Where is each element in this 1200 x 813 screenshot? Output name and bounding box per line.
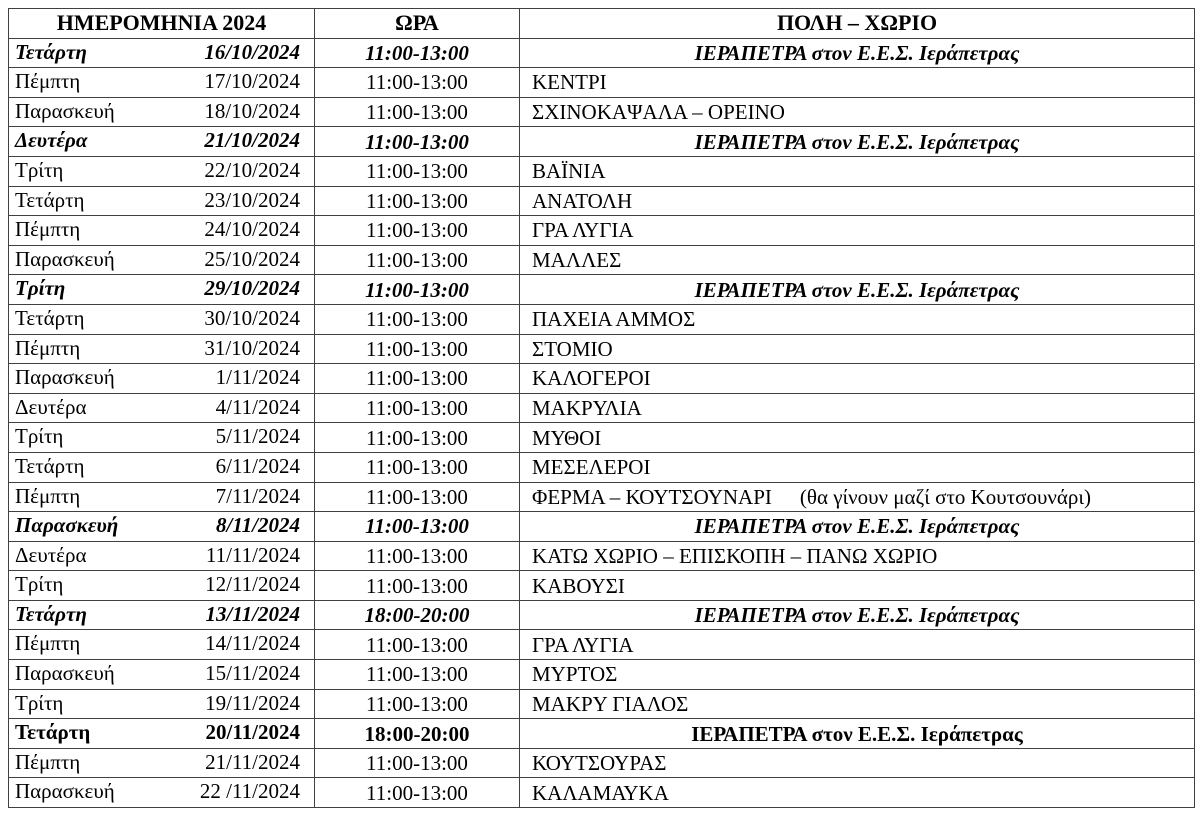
- weekday: Πέμπτη: [15, 69, 81, 94]
- table-row: [9, 689, 1195, 719]
- table-row: [9, 127, 1195, 157]
- weekday: Παρασκευή: [15, 661, 115, 686]
- place-cell: [520, 482, 1195, 512]
- time-cell: 11:00-13:00: [315, 38, 520, 68]
- place-cell: [520, 156, 1195, 186]
- weekday: Τετάρτη: [15, 601, 87, 626]
- time-cell: 11:00-13:00: [315, 630, 520, 660]
- weekday: Παρασκευή: [15, 513, 119, 538]
- time-cell: 11:00-13:00: [315, 571, 520, 601]
- weekday: Δευτέρα: [15, 128, 88, 153]
- weekday: Παρασκευή: [15, 246, 115, 271]
- time-cell: 11:00-13:00: [315, 364, 520, 394]
- date-value: 21/11/2024: [205, 749, 300, 774]
- weekday: Τρίτη: [15, 572, 64, 597]
- time-cell: 11:00-13:00: [315, 68, 520, 98]
- date-cell: [9, 127, 315, 157]
- weekday: Παρασκευή: [15, 98, 115, 123]
- place-name: ΚΑΒΟΥΣΙ: [532, 573, 625, 598]
- date-cell: [9, 660, 315, 690]
- place-name: ΙΕΡΑΠΕΤΡΑ στον Ε.Ε.Σ. Ιεράπετρας: [694, 603, 1020, 628]
- weekday: Τετάρτη: [15, 39, 87, 64]
- time-cell: 11:00-13:00: [315, 216, 520, 246]
- place-cell: [520, 423, 1195, 453]
- date-value: 17/10/2024: [204, 69, 300, 94]
- table-row: [9, 719, 1195, 749]
- date-value: 11/11/2024: [205, 542, 300, 567]
- date-value: 22 /11/2024: [199, 779, 300, 804]
- table-row: [9, 541, 1195, 571]
- time-cell: 11:00-13:00: [315, 304, 520, 334]
- time-cell: 11:00-13:00: [315, 512, 520, 542]
- date-cell: [9, 423, 315, 453]
- place-name: ΙΕΡΑΠΕΤΡΑ στον Ε.Ε.Σ. Ιεράπετρας: [694, 129, 1020, 154]
- date-value: 14/11/2024: [205, 631, 300, 656]
- table-row: [9, 275, 1195, 305]
- header-row: [9, 9, 1195, 39]
- date-value: 6/11/2024: [215, 453, 300, 478]
- table-row: [9, 778, 1195, 808]
- date-value: 16/10/2024: [204, 39, 300, 64]
- place-cell: [520, 216, 1195, 246]
- date-cell: [9, 541, 315, 571]
- weekday: Παρασκευή: [15, 779, 115, 804]
- date-cell: [9, 600, 315, 630]
- place-cell: [520, 512, 1195, 542]
- weekday: Τρίτη: [15, 276, 66, 301]
- weekday: Πέμπτη: [15, 483, 81, 508]
- time-cell: 11:00-13:00: [315, 778, 520, 808]
- place-name: ΜΑΚΡΥΛΙΑ: [532, 396, 642, 421]
- date-value: 8/11/2024: [215, 513, 300, 538]
- date-value: 15/11/2024: [205, 661, 300, 686]
- header-date: ΗΜΕΡΟΜΗΝΙΑ 2024: [9, 9, 315, 39]
- table-row: [9, 68, 1195, 98]
- weekday: Τετάρτη: [15, 187, 85, 212]
- time-cell: 18:00-20:00: [315, 600, 520, 630]
- time-cell: 11:00-13:00: [315, 245, 520, 275]
- time-cell: 11:00-13:00: [315, 275, 520, 305]
- date-value: 13/11/2024: [205, 601, 300, 626]
- table-row: [9, 216, 1195, 246]
- place-cell: [520, 600, 1195, 630]
- date-value: 30/10/2024: [204, 305, 300, 330]
- weekday: Τρίτη: [15, 424, 64, 449]
- schedule-body: [9, 38, 1195, 807]
- date-cell: [9, 630, 315, 660]
- place-name: ΓΡΑ ΛΥΓΙΑ: [532, 218, 634, 243]
- date-cell: [9, 275, 315, 305]
- place-cell: [520, 689, 1195, 719]
- place-name: ΚΑΛΟΓΕΡΟΙ: [532, 366, 651, 391]
- place-cell: [520, 186, 1195, 216]
- schedule-table: [8, 8, 1195, 808]
- place-cell: [520, 393, 1195, 423]
- table-row: [9, 245, 1195, 275]
- place-cell: [520, 660, 1195, 690]
- date-value: 24/10/2024: [204, 217, 300, 242]
- date-cell: [9, 719, 315, 749]
- header-place: ΠΟΛΗ – ΧΩΡΙΟ: [520, 9, 1195, 39]
- place-name: ΜΕΣΕΛΕΡΟΙ: [532, 455, 651, 480]
- table-row: [9, 512, 1195, 542]
- place-note: (θα γίνουν μαζί στο Κουτσουνάρι): [799, 484, 1091, 509]
- date-cell: [9, 245, 315, 275]
- weekday: Τετάρτη: [15, 453, 85, 478]
- time-cell: 11:00-13:00: [315, 541, 520, 571]
- weekday: Πέμπτη: [15, 217, 81, 242]
- date-value: 21/10/2024: [204, 128, 300, 153]
- place-name: ΣΤΟΜΙΟ: [532, 336, 613, 361]
- date-value: 29/10/2024: [204, 276, 300, 301]
- weekday: Πέμπτη: [15, 631, 81, 656]
- place-cell: [520, 334, 1195, 364]
- time-cell: 18:00-20:00: [315, 719, 520, 749]
- date-value: 20/11/2024: [205, 720, 300, 745]
- place-cell: [520, 452, 1195, 482]
- weekday: Δευτέρα: [15, 394, 87, 419]
- place-name: ΣΧΙΝΟΚΑΨΑΛΑ – ΟΡΕΙΝΟ: [532, 100, 785, 125]
- date-cell: [9, 393, 315, 423]
- time-cell: 11:00-13:00: [315, 423, 520, 453]
- time-cell: 11:00-13:00: [315, 186, 520, 216]
- table-row: [9, 452, 1195, 482]
- date-value: 25/10/2024: [204, 246, 300, 271]
- place-name: ΑΝΑΤΟΛΗ: [532, 188, 633, 213]
- date-value: 22/10/2024: [204, 157, 300, 182]
- date-cell: [9, 778, 315, 808]
- date-cell: [9, 97, 315, 127]
- date-cell: [9, 689, 315, 719]
- date-cell: [9, 364, 315, 394]
- place-name: ΙΕΡΑΠΕΤΡΑ στον Ε.Ε.Σ. Ιεράπετρας: [694, 514, 1020, 539]
- weekday: Πέμπτη: [15, 335, 81, 360]
- date-cell: [9, 156, 315, 186]
- place-name: ΙΕΡΑΠΕΤΡΑ στον Ε.Ε.Σ. Ιεράπετρας: [691, 721, 1023, 746]
- date-value: 1/11/2024: [215, 365, 300, 390]
- date-cell: [9, 452, 315, 482]
- place-cell: [520, 719, 1195, 749]
- time-cell: 11:00-13:00: [315, 97, 520, 127]
- place-cell: [520, 38, 1195, 68]
- table-row: [9, 630, 1195, 660]
- place-name: ΚΕΝΤΡΙ: [532, 70, 607, 95]
- place-name: ΚΟΥΤΣΟΥΡΑΣ: [532, 751, 667, 776]
- place-cell: [520, 97, 1195, 127]
- table-row: [9, 364, 1195, 394]
- weekday: Παρασκευή: [15, 365, 115, 390]
- place-cell: [520, 127, 1195, 157]
- place-cell: [520, 748, 1195, 778]
- place-cell: [520, 541, 1195, 571]
- time-cell: 11:00-13:00: [315, 689, 520, 719]
- date-value: 19/11/2024: [205, 690, 300, 715]
- place-name: ΚΑΤΩ ΧΩΡΙΟ – ΕΠΙΣΚΟΠΗ – ΠΑΝΩ ΧΩΡΙΟ: [532, 543, 938, 568]
- place-name: ΙΕΡΑΠΕΤΡΑ στον Ε.Ε.Σ. Ιεράπετρας: [694, 277, 1020, 302]
- place-name: ΜΥΡΤΟΣ: [532, 662, 618, 687]
- weekday: Τετάρτη: [15, 305, 85, 330]
- place-name: ΚΑΛΑΜΑΥΚΑ: [532, 780, 669, 805]
- date-value: 23/10/2024: [204, 187, 300, 212]
- table-row: [9, 186, 1195, 216]
- place-name: ΙΕΡΑΠΕΤΡΑ στον Ε.Ε.Σ. Ιεράπετρας: [694, 40, 1020, 65]
- weekday: Δευτέρα: [15, 542, 87, 567]
- place-cell: [520, 630, 1195, 660]
- place-cell: [520, 275, 1195, 305]
- date-cell: [9, 304, 315, 334]
- place-cell: [520, 68, 1195, 98]
- place-cell: [520, 778, 1195, 808]
- date-cell: [9, 512, 315, 542]
- date-value: 18/10/2024: [204, 98, 300, 123]
- time-cell: 11:00-13:00: [315, 334, 520, 364]
- date-cell: [9, 482, 315, 512]
- place-name: ΓΡΑ ΛΥΓΙΑ: [532, 632, 634, 657]
- place-name: ΠΑΧΕΙΑ ΑΜΜΟΣ: [532, 307, 696, 332]
- weekday: Τετάρτη: [15, 720, 91, 745]
- date-value: 4/11/2024: [215, 394, 300, 419]
- table-row: [9, 423, 1195, 453]
- date-cell: [9, 68, 315, 98]
- time-cell: 11:00-13:00: [315, 127, 520, 157]
- table-row: [9, 571, 1195, 601]
- time-cell: 11:00-13:00: [315, 660, 520, 690]
- table-row: [9, 156, 1195, 186]
- table-row: [9, 334, 1195, 364]
- date-cell: [9, 334, 315, 364]
- date-value: 12/11/2024: [205, 572, 300, 597]
- place-cell: [520, 364, 1195, 394]
- date-value: 7/11/2024: [215, 483, 300, 508]
- place-cell: [520, 245, 1195, 275]
- date-value: 31/10/2024: [204, 335, 300, 360]
- date-cell: [9, 216, 315, 246]
- place-name: ΜΑΛΛΕΣ: [532, 248, 622, 273]
- date-value: 5/11/2024: [215, 424, 300, 449]
- table-row: [9, 97, 1195, 127]
- time-cell: 11:00-13:00: [315, 393, 520, 423]
- place-cell: [520, 304, 1195, 334]
- table-row: [9, 393, 1195, 423]
- date-cell: [9, 186, 315, 216]
- table-row: [9, 482, 1195, 512]
- table-row: [9, 304, 1195, 334]
- place-name: ΜΑΚΡΥ ΓΙΑΛΟΣ: [532, 691, 689, 716]
- weekday: Πέμπτη: [15, 749, 81, 774]
- time-cell: 11:00-13:00: [315, 452, 520, 482]
- time-cell: 11:00-13:00: [315, 748, 520, 778]
- table-row: [9, 600, 1195, 630]
- table-row: [9, 38, 1195, 68]
- place-name: ΦΕΡΜΑ – ΚΟΥΤΣΟΥΝΑΡΙ: [532, 484, 772, 509]
- table-row: [9, 748, 1195, 778]
- date-cell: [9, 748, 315, 778]
- table-row: [9, 660, 1195, 690]
- date-cell: [9, 571, 315, 601]
- weekday: Τρίτη: [15, 157, 64, 182]
- date-cell: [9, 38, 315, 68]
- time-cell: 11:00-13:00: [315, 482, 520, 512]
- place-name: ΒΑΪΝΙΑ: [532, 159, 606, 184]
- weekday: Τρίτη: [15, 690, 64, 715]
- place-name: ΜΥΘΟΙ: [532, 425, 602, 450]
- place-cell: [520, 571, 1195, 601]
- header-time: ΩΡΑ: [315, 9, 520, 39]
- time-cell: 11:00-13:00: [315, 156, 520, 186]
